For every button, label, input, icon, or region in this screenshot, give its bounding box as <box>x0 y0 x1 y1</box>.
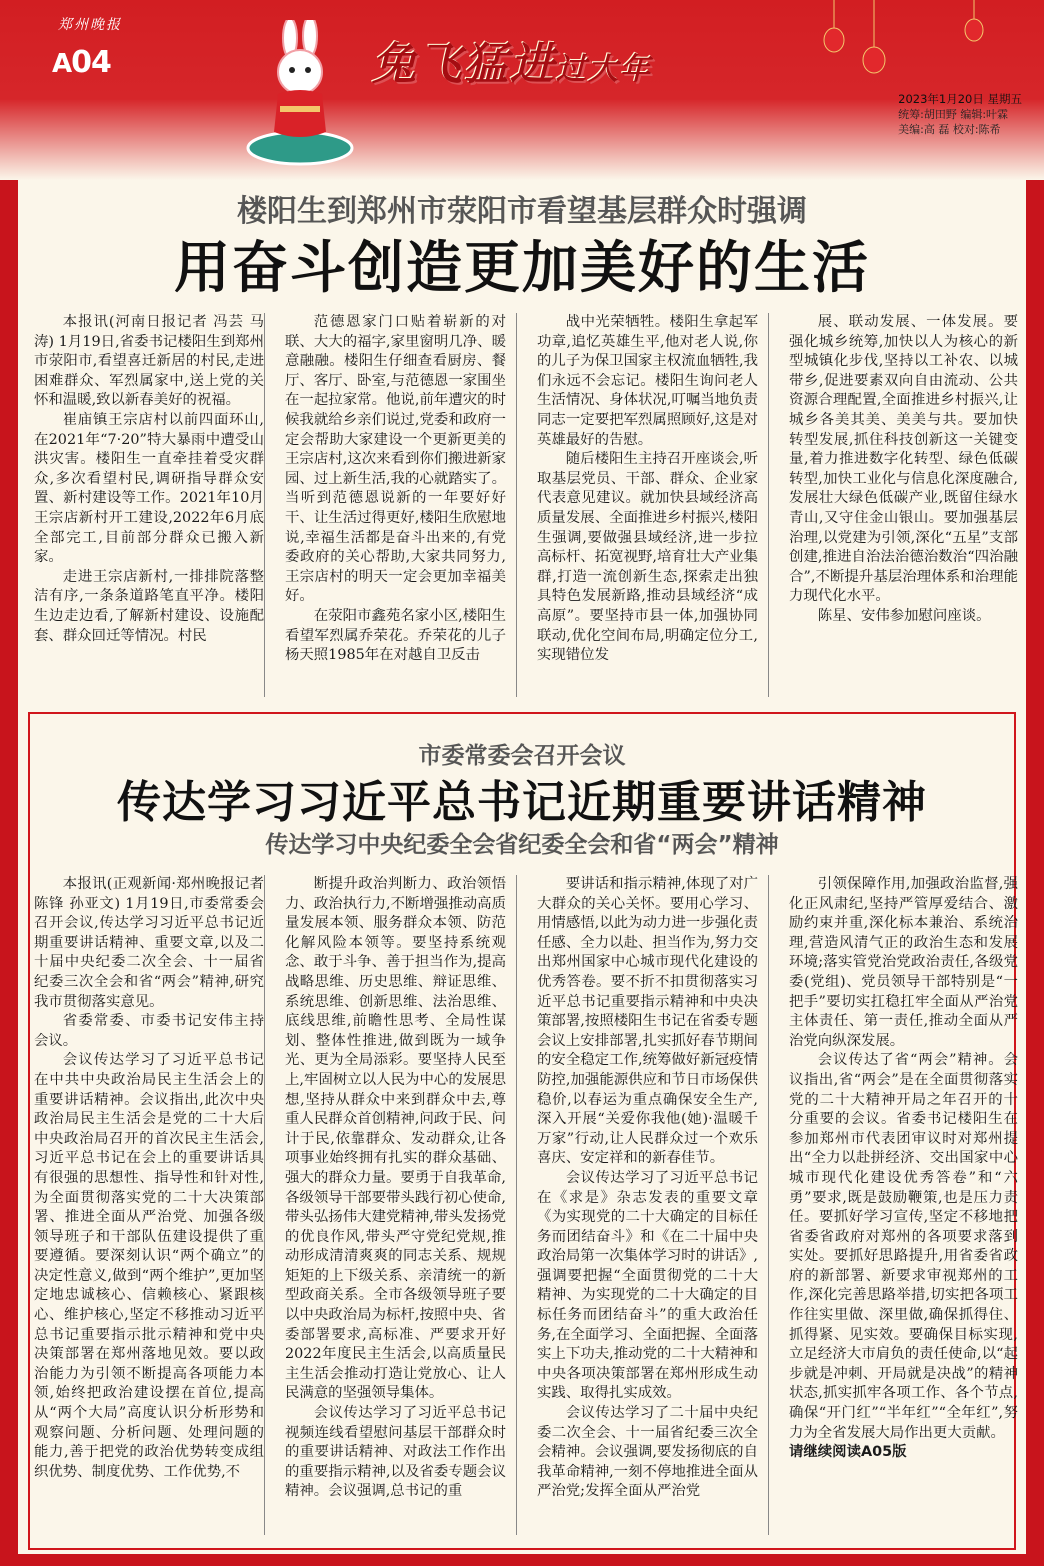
article2-subtitle: 传达学习中央纪委全会省纪委全会和省“两会”精神 <box>265 832 779 858</box>
paragraph: 战中光荣牺牲。楼阳生拿起军功章,追忆英雄生平,他对老人说,你的儿子为保卫国家主权流血牺牲,我们永远不会忘记。楼阳生询问老人生活情况、身体状况,叮嘱当地负责同志一定要把军烈属照顾好,这是对英雄最好的告慰。 <box>537 314 758 448</box>
article2-column <box>768 875 1018 1535</box>
paragraph: 会议传达学习了习近平总书记在中共中央政治局民主生活会上的重要讲话精神。会议指出,此次中央政治局民主生活会是党的二十大后中央政治局召开的首次民主生活会,习近平总书记在会上的重要讲话具有很强的思想性、指导性和针对性,为全面贯彻落实党的二十大决策部署、推进全面从严治党、加强各级领导班子和干部队伍建设提供了重要遵循。要深刻认识“两个确立”的决定性意义,做到“两个维护”,更加坚定地忠诚核心、信赖核心、紧跟核心、维护核心,坚定不移推动习近平总书记重要指示批示精神和党中央决策部署在郑州落地见效。要以政治能力为引领不断提高各项能力本领,始终把政治建设摆在首位,提高从“两个大局”高度认识分析形势和观察问题、分析问题、处理问题的能力,善于把党的政治优势转变成组织优势、制度优势、工作优势,不 <box>34 1052 264 1480</box>
paragraph: 省委常委、市委书记安伟主持会议。 <box>34 1013 264 1049</box>
paragraph: 要讲话和指示精神,体现了对广大群众的关心关怀。要用心学习、用情感悟,以此为动力进一步强化责任感、全力以赴、担当作为,努力交出郑州国家中心城市现代化建设的优秀答卷。要不折不扣贯彻落实习近平总书记重要指示精神和中央决策部署,按照楼阳生书记在省委专题会议上安排部署,扎实抓好春节期间的安全稳定工作,统筹做好新冠疫情防控,加强能源供应和节日市场保供稳价,以春运为重点确保安全生产,深入开展“关爱你我他(她)·温暖千万家”行动,让人民群众过一个欢乐喜庆、安定祥和的新春佳节。 <box>537 876 758 1167</box>
article1-column <box>34 313 264 697</box>
paragraph: 会议传达了省“两会”精神。会议指出,省“两会”是在全面贯彻落实党的二十大精神开局之年召开的十分重要的会议。省委书记楼阳生在参加郑州市代表团审议时对郑州提出“全力以赴拼经济、交出国家中心城市现代化建设优秀答卷”和“六勇”要求,既是鼓励鞭策,也是压力责任。要抓好学习宣传,坚定不移地把省委省政府对郑州的各项要求落到实处。要抓好思路提升,用省委省政府的新部署、新要求审视郑州的工作,深化完善思路举措,切实把各项工作往实里做、深里做,确保抓得住、抓得紧、见实效。要确保目标实现,立足经济大市肩负的责任使命,以“起步就是冲刺、开局就是决战”的精神状态,抓实抓牢各项工作、各个节点,确保“开门红”“半年红”“全年红”,努力为全省发展大局作出更大贡献。 <box>789 1052 1018 1441</box>
article1-body <box>34 313 1018 697</box>
article1-column <box>264 313 516 697</box>
paragraph: 崔庙镇王宗店村以前四面环山,在2021年“7·20”特大暴雨中遭受山洪灾害。楼阳生一直牵挂着受灾群众,多次看望村民,调研指导群众安置、新村建设等工作。2021年10月王宗店新村开工建设,2022年6月底全部完工,目前部分群众已搬入新家。 <box>34 411 264 566</box>
article1-column <box>516 313 768 697</box>
article2-body <box>34 875 1018 1535</box>
paragraph: 走进王宗店新村,一排排院落整洁有序,一条条道路笔直平净。楼阳生边走边看,了解新村建设、设施配套、群众回迁等情况。村民 <box>34 568 264 644</box>
lantern-decoration <box>814 0 1014 90</box>
paragraph: 会议传达学习了习近平总书记在《求是》杂志发表的重要文章《为实现党的二十大确定的目标任务而团结奋斗》和《在二十届中央政治局第一次集体学习时的讲话》,强调要把握“全面贯彻党的二十大精神、为实现党的二十大确定的目标任务而团结奋斗”的重大政治任务,在全面学习、全面把握、全面落实上下功夫,推动党的二十大精神和中央各项决策部署在郑州形成生动实践、取得扎实成效。 <box>537 1169 758 1402</box>
article2-title: 传达学习习近平总书记近期重要讲话精神 <box>117 777 927 828</box>
paragraph: 引领保障作用,加强政治监督,强化正风肃纪,坚持严管厚爱结合、激励约束并重,深化标本兼治、系统治理,营造风清气正的政治生态和发展环境;落实管党治党政治责任,各级党委(党组)、党员领导干部特别是“一把手”要切实扛稳扛牢全面从严治党主体责任、第一责任,推动全面从严治党向纵深发展。 <box>789 876 1018 1049</box>
festive-title: 兔飞猛进过大年 <box>372 39 652 90</box>
paragraph: 展、联动发展、一体发展。要强化城乡统筹,加快以人为核心的新型城镇化步伐,坚持以工补农、以城带乡,促进要素双向自由流动、公共资源合理配置,全面推进乡村振兴,让城乡各美其美、美美与共。要加快转型发展,抓住科技创新这一关键变量,着力推进数字化转型、绿色低碳转型,加快工业化与信息化深度融合,发展壮大绿色低碳产业,既留住绿水青山,又守住金山银山。要加强基层治理,以党建为引领,深化“五星”支部创建,推进自治法治德治数治“四治融合”,不断提升基层治理体系和治理能力现代化水平。 <box>789 314 1018 605</box>
paragraph: 会议传达学习了习近平总书记视频连线看望慰问基层干部群众时的重要讲话精神、对政法工作作出的重要指示精神,以及省委专题会议精神。会议强调,总书记的重 <box>285 1405 506 1500</box>
paragraph: 本报讯(河南日报记者 冯芸 马涛) 1月19日,省委书记楼阳生到郑州市荥阳市,看望喜迁新居的村民,走进困难群众、军烈属家中,送上党的关怀和温暖,致以新春美好的祝福。 <box>34 314 264 409</box>
paragraph: 断提升政治判断力、政治领悟力、政治执行力,不断增强推动高质量发展本领、服务群众本领、防范化解风险本领等。要坚持系统观念、敢于斗争、善于担当作为,提高战略思维、历史思维、辩证思维、系统思维、创新思维、法治思维、底线思维,前瞻性思考、全局性谋划、整体性推进,做到既为一域争光、更为全局添彩。要坚持人民至上,牢固树立以人民为中心的发展思想,坚持从群众中来到群众中去,尊重人民群众首创精神,问政于民、问计于民,依靠群众、发动群众,让各项事业始终拥有扎实的群众基础、强大的群众力量。要勇于自我革命,各级领导干部要带头践行初心使命,带头弘扬伟大建党精神,带头发扬党的优良作风,带头严守党纪党规,推动形成清清爽爽的同志关系、规规矩矩的上下级关系、亲清统一的新型政商关系。全市各级领导班子要以中央政治局为标杆,按照中央、省委部署要求,高标准、严要求开好2022年度民主生活会,以高质量民主生活会推动打造让党放心、让人民满意的坚强领导集体。 <box>285 876 506 1402</box>
article2-column <box>264 875 516 1535</box>
paragraph: 范德恩家门口贴着崭新的对联、大大的福字,家里窗明几净、暖意融融。楼阳生仔细查看厨房、餐厅、客厅、卧室,与范德恩一家围坐在一起拉家常。他说,前年遭灾的时候我就给乡亲们说过,党委和政府一定会帮助大家建设一个更新更美的王宗店村,这次来看到你们搬进新家园、过上新生活,我的心就踏实了。当听到范德恩说新的一年要好好干、让生活过得更好,楼阳生欣慰地说,幸福生活都是奋斗出来的,有党委政府的关心帮助,大家共同努力,王宗店村的明天一定会更加幸福美好。 <box>285 314 506 605</box>
editors-line: 美编:高 磊 校对:陈希 <box>898 123 1001 136</box>
rabbit-mascot-icon <box>240 20 360 170</box>
paragraph: 随后楼阳生主持召开座谈会,听取基层党员、干部、群众、企业家代表意见建议。就加快县域经济高质量发展、全面推进乡村振兴,楼阳生强调,要做强县域经济,进一步拉高标杆、拓宽视野,培育壮大产业集群,打造一流创新生态,探索走出独具特色发展新路,推动县域经济“成高原”。要坚持市县一体,加强协同联动,优化空间布局,明确定位分工,实现错位发 <box>537 451 758 664</box>
editors-line: 统筹:胡田野 编辑:叶霖 <box>898 108 1009 121</box>
continue-reading-note: 请继续阅读A05版 <box>789 1444 907 1461</box>
page-info <box>898 92 1022 137</box>
page-number: A04 <box>52 45 111 80</box>
paper-logo: 郑州晚报 <box>58 17 122 33</box>
article1-subtitle: 楼阳生到郑州市荥阳市看望基层群众时强调 <box>237 194 807 229</box>
issue-date: 2023年1月20日 星期五 <box>898 92 1022 106</box>
paragraph: 会议传达学习了二十届中央纪委二次全会、十一届省纪委三次全会精神。会议强调,要发扬彻底的自我革命精神,一刻不停地推进全面从严治党;发挥全面从严治党 <box>537 1405 758 1500</box>
article2-kicker: 市委常委会召开会议 <box>418 743 626 769</box>
article2-column <box>516 875 768 1535</box>
article1-column <box>768 313 1018 697</box>
paragraph: 在荥阳市鑫苑名家小区,楼阳生看望军烈属乔荣花。乔荣花的儿子杨天照1985年在对越自卫反击 <box>285 607 506 664</box>
paragraph: 本报讯(正观新闻·郑州晚报记者 陈锋 孙亚文) 1月19日,市委常委会召开会议,传达学习习近平总书记近期重要讲话精神、重要文章,以及二十届中央纪委二次全会、十一届省纪委三次全会和省“两会”精神,研究我市贯彻落实意见。 <box>34 876 264 1010</box>
paragraph: 陈星、安伟参加慰问座谈。 <box>817 607 991 624</box>
article1-title: 用奋斗创造更加美好的生活 <box>174 236 870 301</box>
article2-column <box>34 875 264 1535</box>
